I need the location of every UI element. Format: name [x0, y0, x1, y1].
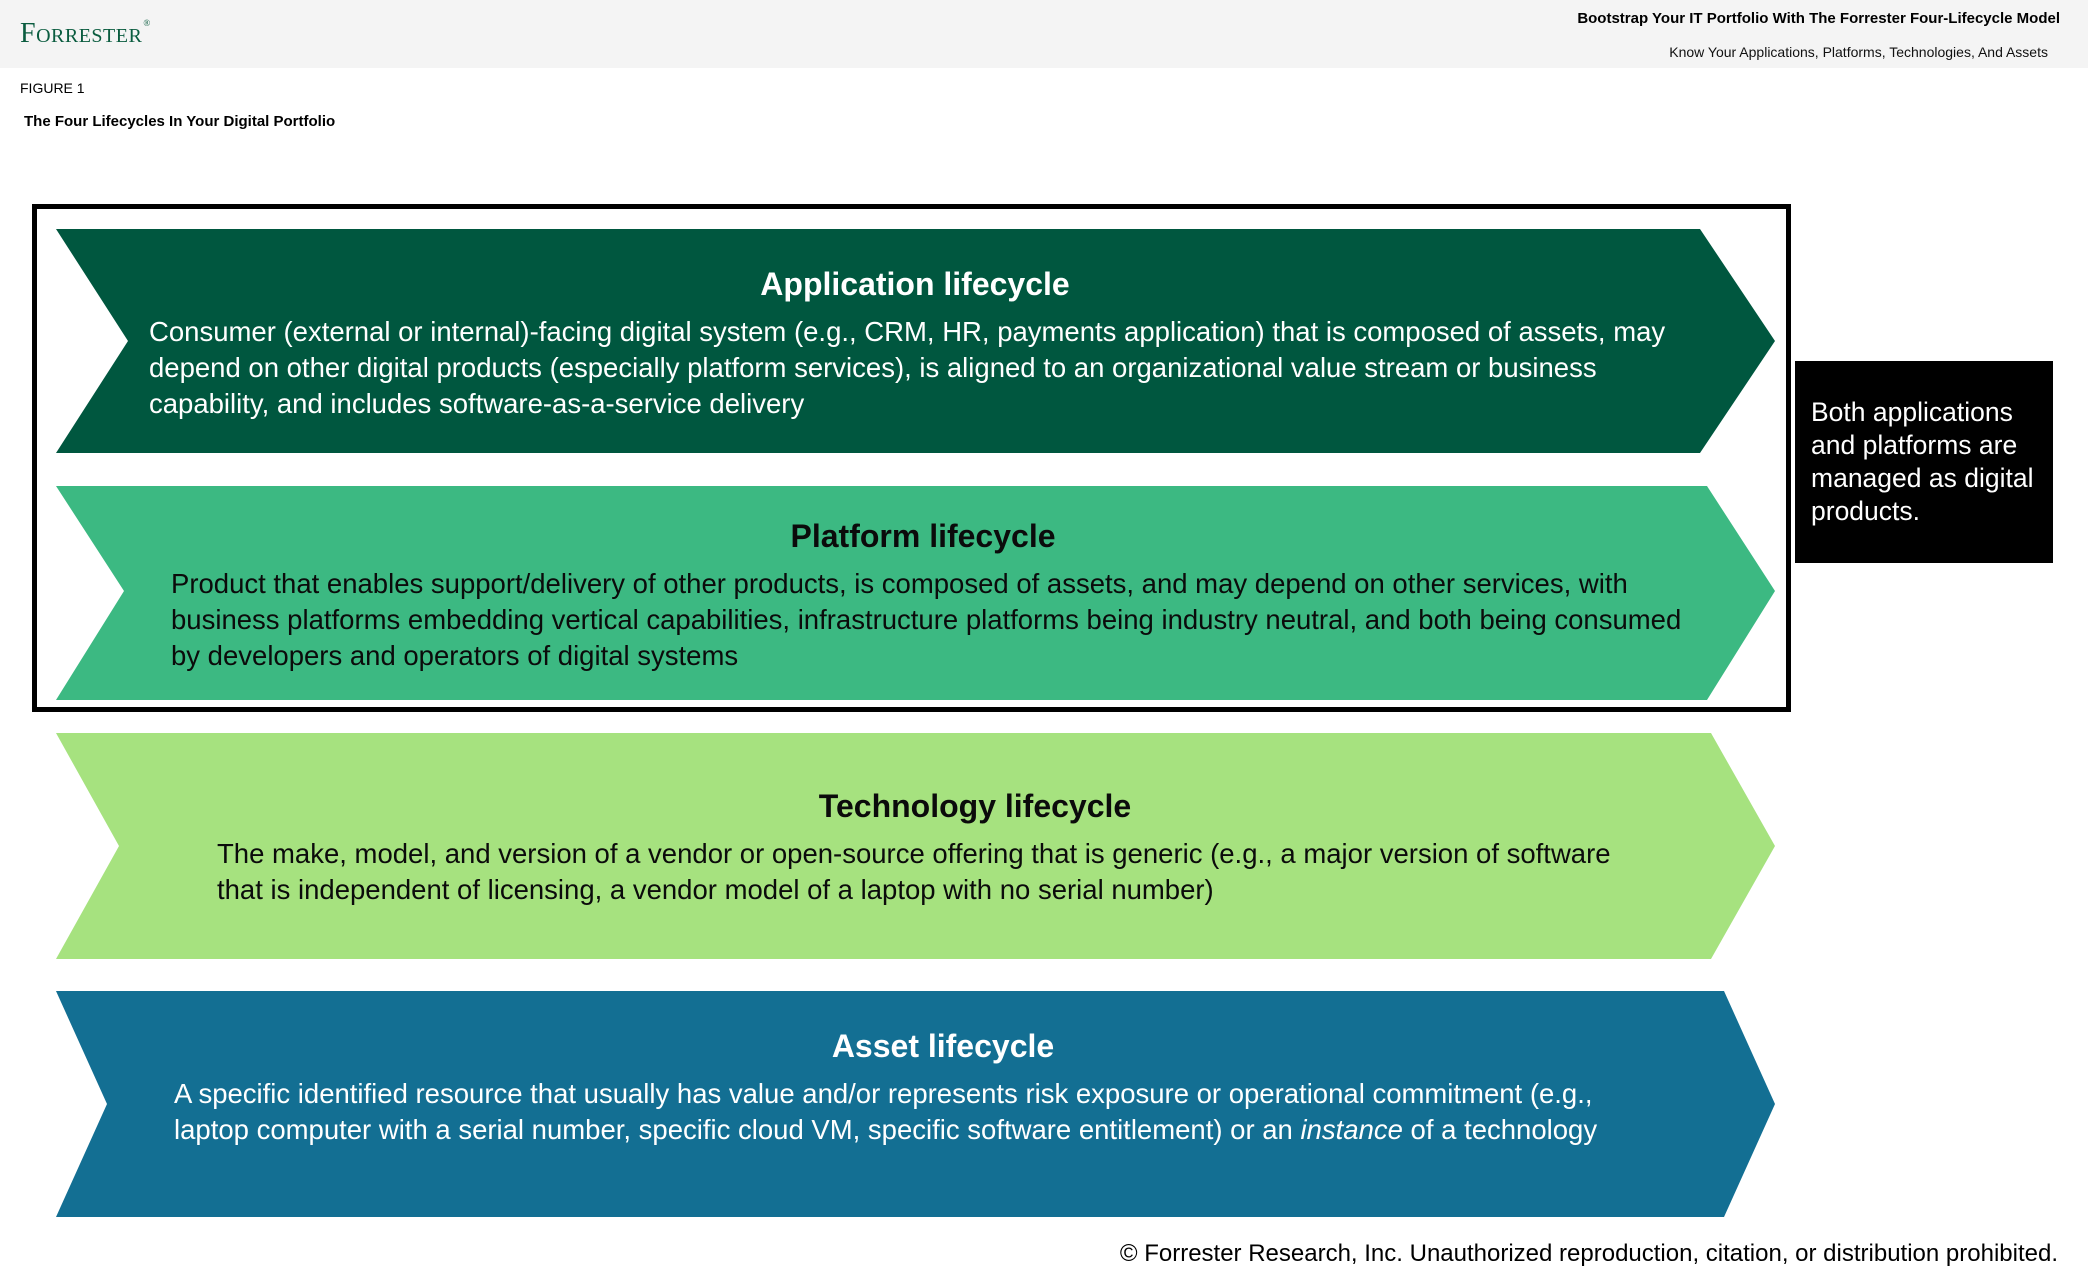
platform-lifecycle-description: Product that enables support/delivery of other products, is composed of assets, and may depend on other services, with business platforms embedding vertical capabilities, infrastructure platforms being industry neutral, and both being consumed by developers and operators of digital systems — [171, 568, 1682, 671]
technology-lifecycle-title: Technology lifecycle — [818, 788, 1132, 824]
report-title: Bootstrap Your IT Portfolio With The Forrester Four-Lifecycle Model — [1577, 10, 2060, 27]
figure-title: The Four Lifecycles In Your Digital Portfolio — [24, 113, 336, 130]
report-subtitle: Know Your Applications, Platforms, Technologies, And Assets — [1669, 44, 2048, 60]
platform-lifecycle-title: Platform lifecycle — [790, 518, 1056, 554]
application-lifecycle-title: Application lifecycle — [760, 266, 1070, 302]
copyright-notice: © Forrester Research, Inc. Unauthorized reproduction, citation, or distribution prohibited. — [1119, 1240, 2058, 1267]
digital-products-callout: Both applications and platforms are managed as digital products. — [1795, 361, 2053, 563]
application-lifecycle-description: Consumer (external or internal)-facing digital system (e.g., CRM, HR, payments application) that is composed of assets, may depend on other digital products (especially platform services), is aligned to an organizational value stream or business capability, and includes software-as-a-service delivery — [149, 316, 1666, 419]
technology-lifecycle-description: The make, model, and version of a vendor or open-source offering that is generic (e.g., a major version of software that is independent of licensing, a vendor model of a laptop with no serial number) — [217, 838, 1611, 905]
asset-lifecycle-description: A specific identified resource that usually has value and/or represents risk exposure or operational commitment (e.g., laptop computer with a serial number, specific cloud VM, specific software entitlement) or an instance of a technology — [174, 1078, 1598, 1145]
asset-lifecycle-title: Asset lifecycle — [831, 1028, 1055, 1064]
instance-emphasis: instance — [1300, 1114, 1403, 1145]
forrester-logo: Forrester® — [20, 18, 151, 49]
figure-number: FIGURE 1 — [20, 80, 85, 96]
